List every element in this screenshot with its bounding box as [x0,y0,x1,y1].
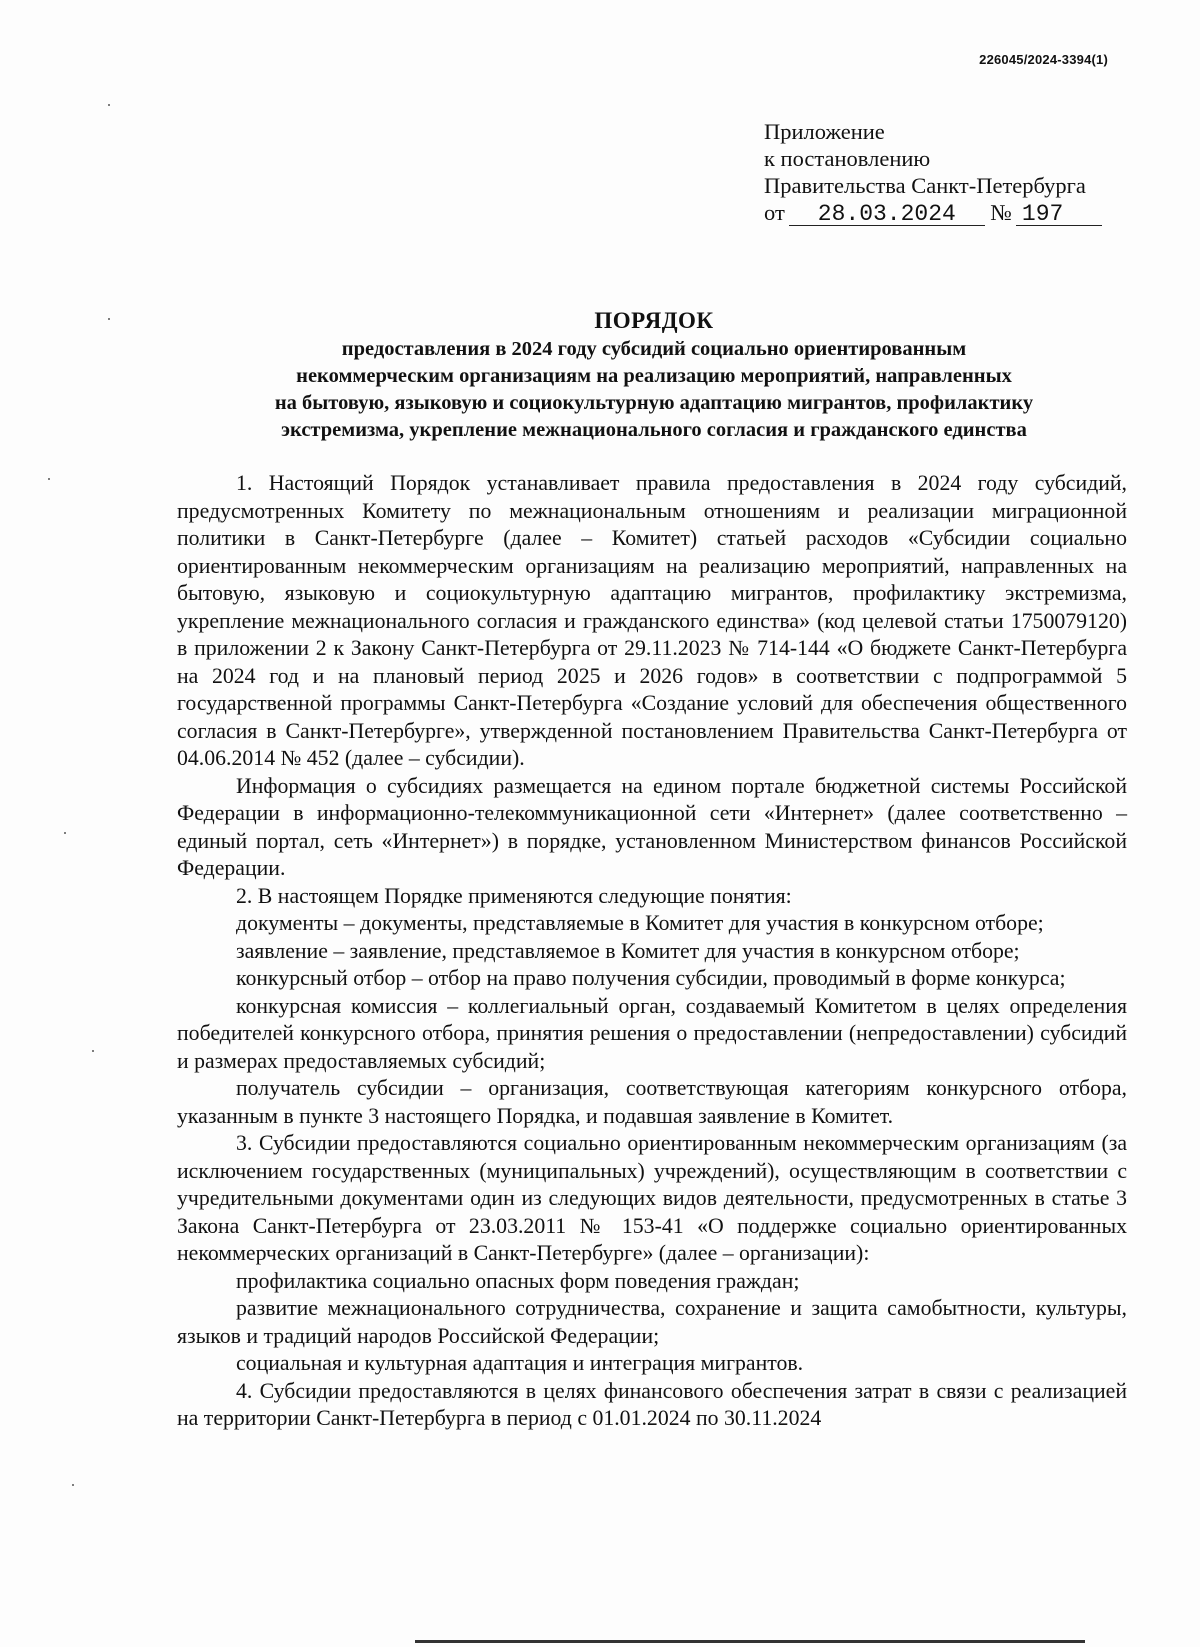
appendix-block [764,118,1102,226]
document-title: ПОРЯДОК [594,308,714,333]
scan-speck [64,832,66,834]
paragraph: развитие межнационального сотрудничества, сохранение и защита самобытности, культуры, языков и традиций народов Российской Федерации; [177,1296,1127,1348]
scan-speck [92,1050,94,1052]
paragraph: профилактика социально опасных форм поведения граждан; [236,1268,800,1293]
document-body [177,470,1127,1433]
paragraph: Информация о субсидиях размещается на едином портале бюджетной системы Российской Федерации в информационно-телекоммуникационной сети «Интернет» (далее соответственно – единый портал, сеть «Интернет») в порядке, установленном Министерством финансов Российской Федерации. [177,773,1127,880]
appendix-date-line [764,199,1102,226]
scan-speck [108,104,110,106]
scan-speck [48,478,50,480]
paragraph: 2. В настоящем Порядке применяются следующие понятия: [236,883,792,908]
paragraph: конкурсный отбор – отбор на право получения субсидии, проводимый в форме конкурса; [236,966,1066,990]
document-code: 226045/2024-3394(1) [979,52,1108,67]
document-title-block [170,306,1138,444]
number-label: № [990,200,1012,225]
from-label: от [764,200,785,225]
appendix-line-3: Правительства Санкт-Петербурга [764,173,1086,198]
resolution-number: 197 [1016,203,1102,226]
paragraph: получатель субсидии – организация, соответствующая категориям конкурсного отбора, указанным в пункте 3 настоящего Порядка, и подавшая заявление в Комитет. [177,1076,1127,1128]
appendix-line-2: к постановлению [764,146,931,171]
paragraph: 4. Субсидии предоставляются в целях финансового обеспечения затрат в связи с реализацией на территории Санкт-Петербурга в период с 01.01.2024 по 30.11.2024 [177,1378,1127,1430]
resolution-date: 28.03.2024 [789,203,985,226]
paragraph: документы – документы, представляемые в Комитет для участия в конкурсном отборе; [236,911,1044,935]
appendix-line-1: Приложение [764,119,885,144]
scan-speck [72,1484,74,1486]
paragraph: конкурсная комиссия – коллегиальный орган, создаваемый Комитетом в целях определения победителей конкурсного отбора, принятия решения о предоставлении (непредоставлении) субсидий и размерах предоставляемых субсидий; [177,993,1127,1073]
scan-edge-line [415,1640,1085,1643]
paragraph: социальная и культурная адаптация и интеграция мигрантов. [236,1351,804,1375]
paragraph: 1. Настоящий Порядок устанавливает правила предоставления в 2024 году субсидий, предусмотренных Комитету по межнациональным отношениям и реализации миграционной политики в Санкт-Петербурге (далее – Комитет) статьей расходов «Субсидии социально ориентированным некоммерческим организациям на реализацию мероприятий, направленных на бытовую, языковую и социокультурную адаптацию мигрантов, профилактику экстремизма, укрепление межнационального согласия и гражданского единства» (код целевой статьи 1750079120) в приложении 2 к Закону Санкт-Петербурга от 29.11.2023 № 714-144 «О бюджете Санкт-Петербурга на 2024 год и на плановый период 2025 и 2026 годов» в соответствии с подпрограммой 5 государственной программы Санкт-Петербурга «Создание условий для обеспечения общественного согласия в Санкт-Петербурге», утвержденной постановлением Правительства Санкт-Петербурга от 04.06.2014 № 452 (далее – субсидии). [177,471,1127,770]
paragraph: заявление – заявление, представляемое в Комитет для участия в конкурсном отборе; [236,938,1020,963]
scan-speck [108,318,110,320]
paragraph: 3. Субсидии предоставляются социально ориентированным некоммерческим организациям (за исключением государственных (муниципальных) учреждений), осуществляющим в соответствии с учредительными документами один из следующих видов деятельности, предусмотренных в статье 3 Закона Санкт-Петербурга от 23.03.2011 № 153-41 «О поддержке социально ориентированных некоммерческих организаций в Санкт-Петербурге» (далее – организации): [177,1131,1127,1265]
document-subtitle: предоставления в 2024 году субсидий социально ориентированным некоммерческим организациям на реализацию мероприятий, направленных на бытовую, языковую и социокультурную адаптацию мигрантов, профилактику экстремизма, укрепление межнационального согласия и гражданского единства [274,338,1034,441]
